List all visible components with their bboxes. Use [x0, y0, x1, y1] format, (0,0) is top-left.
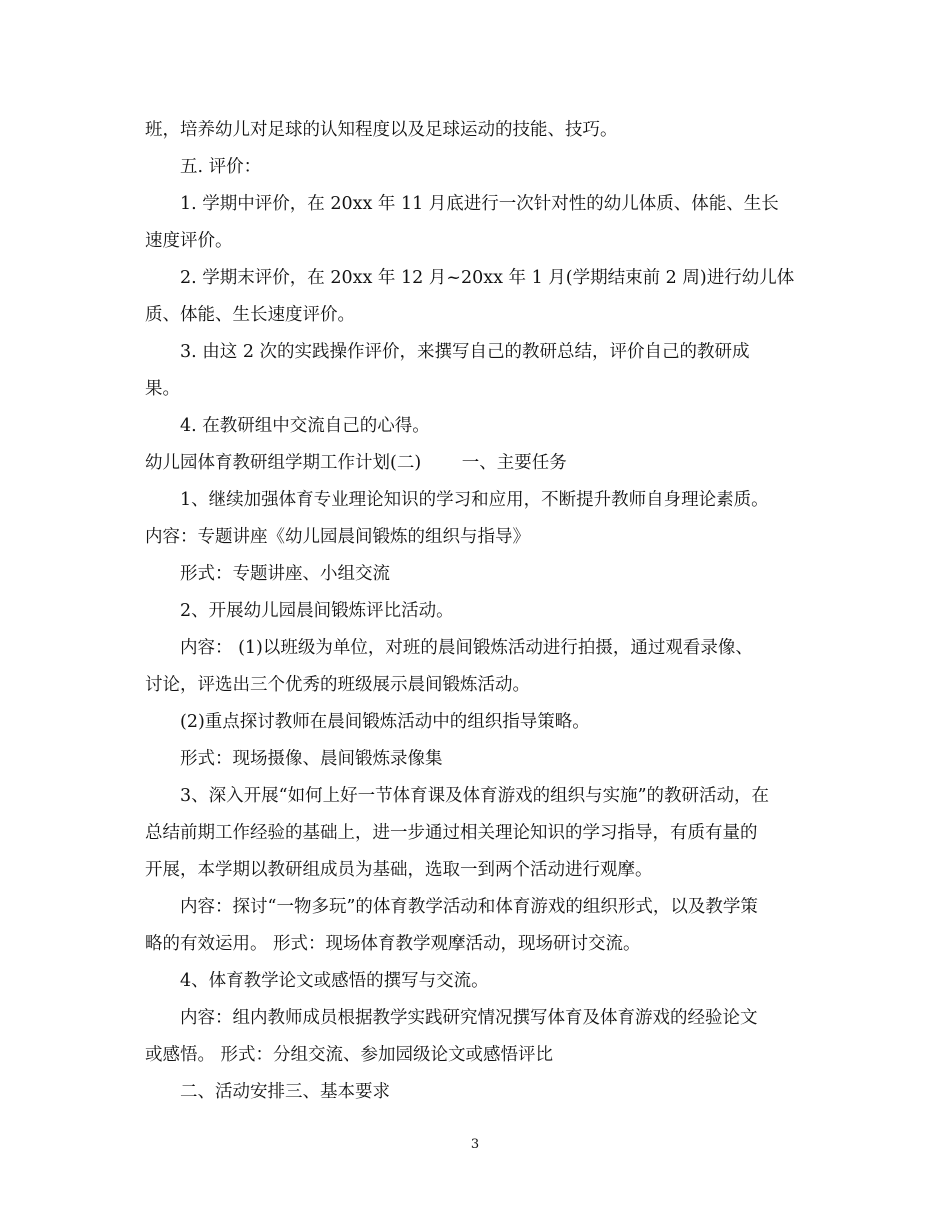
paragraph-line: 2. 学期末评价，在 20xx 年 12 月~20xx 年 1 月(学期结束前 2 周)进行幼儿体: [180, 268, 795, 288]
paragraph-line: 内容： (1)以班级为单位，对班的晨间锻炼活动进行拍摄，通过观看录像、: [180, 638, 753, 658]
paragraph-line: 速度评价。: [145, 231, 233, 251]
paragraph-line: 4、体育教学论文或感悟的撰写与交流。: [180, 971, 489, 991]
paragraph-line: 略的有效运用。 形式：现场体育教学观摩活动，现场研讨交流。: [145, 934, 641, 954]
paragraph-line: 果。: [145, 379, 180, 399]
paragraph-line: 形式：专题讲座、小组交流: [180, 564, 390, 584]
paragraph-line: 或感悟。 形式：分组交流、参加园级论文或感悟评比: [145, 1045, 554, 1065]
paragraph-line: 2、开展幼儿园晨间锻炼评比活动。: [180, 601, 454, 621]
paragraph-line: 总结前期工作经验的基础上，进一步通过相关理论知识的学习指导，有质有量的: [145, 823, 758, 843]
paragraph-line: 内容：探讨“一物多玩”的体育教学活动和体育游戏的组织形式，以及教学策: [180, 897, 758, 917]
paragraph-line: 质、体能、生长速度评价。: [145, 305, 355, 325]
document-title-line: 幼儿园体育教研组学期工作计划(二) 一、主要任务: [145, 453, 567, 473]
section-heading: 二、活动安排三、基本要求: [180, 1082, 390, 1102]
paragraph-line: 班，培养幼儿对足球的认知程度以及足球运动的技能、技巧。: [145, 120, 618, 140]
paragraph-line: 3. 由这 2 次的实践操作评价，来撰写自己的教研总结，评价自己的教研成: [180, 342, 750, 362]
paragraph-line: 内容：专题讲座《幼儿园晨间锻炼的组织与指导》: [145, 527, 530, 547]
section-heading: 五. 评价：: [180, 157, 262, 177]
paragraph-line: (2)重点探讨教师在晨间锻炼活动中的组织指导策略。: [180, 712, 590, 732]
paragraph-line: 1. 学期中评价，在 20xx 年 11 月底进行一次针对性的幼儿体质、体能、生长: [180, 194, 779, 214]
paragraph-line: 形式：现场摄像、晨间锻炼录像集: [180, 749, 443, 769]
paragraph-line: 3、深入开展“如何上好一节体育课及体育游戏的组织与实施”的教研活动，在: [180, 786, 770, 806]
paragraph-line: 讨论，评选出三个优秀的班级展示晨间锻炼活动。: [145, 675, 530, 695]
paragraph-line: 1、继续加强体育专业理论知识的学习和应用，不断提升教师自身理论素质。: [180, 490, 769, 510]
page-number: 3: [470, 1137, 480, 1152]
paragraph-line: 开展，本学期以教研组成员为基础，选取一到两个活动进行观摩。: [145, 860, 653, 880]
paragraph-line: 4. 在教研组中交流自己的心得。: [180, 416, 430, 436]
paragraph-line: 内容：组内教师成员根据教学实践研究情况撰写体育及体育游戏的经验论文: [180, 1008, 758, 1028]
